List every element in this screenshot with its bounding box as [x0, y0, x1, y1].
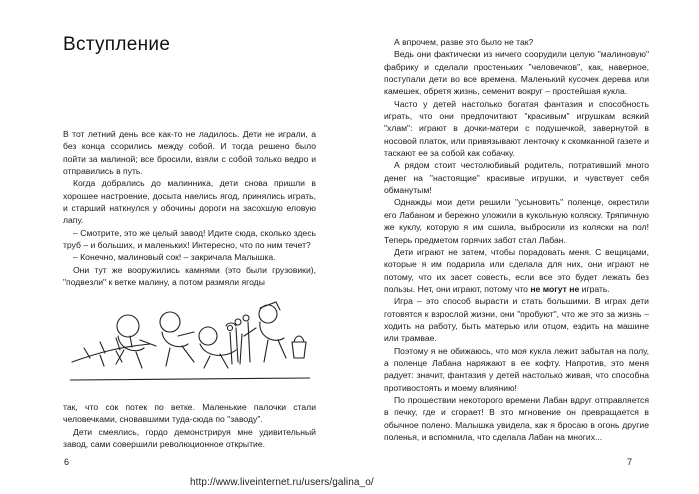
paragraph: Они тут же вооружились камнями (это были грузовики), "подвезли" к ветке малину, а потом размяли ягоды	[63, 264, 316, 288]
paragraph: Однажды мои дети решили "усыновить" поленце, окрестили его Лабаном и бережно уложили в кукольную коляску. Тряпичную же куклу, которую я им сшила, выбросили из коляски на пол! Теперь предметом горячих забот стал Лабан.	[384, 197, 649, 245]
chapter-title: Вступление	[63, 34, 171, 55]
paragraph: А рядом стоит честолюбивый родитель, потративший много денег на "настоящие" красивые игрушки, и чувствует себя обманутым!	[384, 160, 649, 196]
paragraph-text: играть.	[581, 283, 610, 294]
paragraph: Дети смеялись, гордо демонстрируя мне удивительный завод, сами совершили революционное открытие.	[63, 426, 316, 450]
paragraph: По прошествии некоторого времени Лабан вдруг отправляется в печку, где и сгорает! В это мгновение он превращается в обычное полено. Малышка увидела, как я бросаю в огонь другие поленья, и вспомнила, что сделала Лабан на многих...	[384, 394, 649, 442]
page-number: 6	[64, 457, 70, 467]
paragraph: – Смотрите, это же целый завод! Идите сюда, сколько здесь труб – и больших, и маленьких! Интересно, что по ним течет?	[63, 227, 316, 251]
paragraph: Поэтому я не обижаюсь, что моя кукла лежит забытая на полу, а поленце Лабана наряжают в ее кофту. Напротив, это меня радует: значит, фантазия у детей настолько живая, что способна противостоять и моему влиянию!	[384, 345, 649, 393]
paragraph: так, что сок потек по ветке. Маленькие палочки стали человечками, сновавшими туда-сюда по "заводу".	[63, 402, 316, 425]
right-text	[384, 36, 649, 443]
paragraph: Часто у детей настолько богатая фантазия и способность играть, что они предпочитают "красивым" игрушкам всякий "хлам": играют в дочки-матери с подушечкой, завернутой в носовой платок, или привязывают ленточку к скомканной газете и таскают ее за собой как собачку.	[384, 98, 649, 159]
left-top-text	[63, 128, 316, 288]
paragraph: Ведь они фактически из ничего соорудили целую "малиновую" фабрику и сделали простеньких "человечков", как, наверное, поступали дети во все времена. Маленький кусочек дерева или камешек, обретя жизнь, семенит вокруг – простейшая кукла.	[384, 49, 649, 97]
left-bottom-text	[63, 401, 316, 450]
paragraph: Игра – это способ вырасти и стать большими. В играх дети готовятся к взрослой жизни, они "пробуют", что же это за жизнь – ходить на работу, быть матерью или отцом, ездить на машине или трамвае.	[384, 296, 649, 344]
source-url: http://www.liveinternet.ru/users/galina_o/	[190, 477, 374, 488]
page-number: 7	[627, 457, 633, 467]
paragraph: В тот летний день все как-то не ладилось. Дети не играли, а без конца ссорились между собой. И тогда решено было пойти за малиной; все бросили, взяли с собой только ведро и отправились в путь.	[63, 129, 316, 177]
paragraph: – Конечно, малиновый сок! – закричала Малышка.	[73, 252, 276, 263]
children-playing-illustration	[70, 292, 310, 392]
paragraph: А впрочем, разве это было не так?	[394, 37, 534, 47]
right-page	[350, 0, 699, 494]
bold-emphasis: не могут не	[530, 283, 580, 294]
paragraph-text: Дети играют не затем, чтобы порадовать меня. С вещицами, которые я им подарила или сделала для них, они играют не потому, что их засет совесть, если все это будет лежать без пользы. Нет, они играют, потому что	[384, 246, 649, 294]
paragraph: Когда добрались до малинника, дети снова пришли в хорошее настроение, досыта наелись ягод, принялись играть, и старший наткнулся у обочины дороги на засохшую еловую лапу.	[63, 178, 316, 226]
paragraph	[384, 246, 649, 295]
